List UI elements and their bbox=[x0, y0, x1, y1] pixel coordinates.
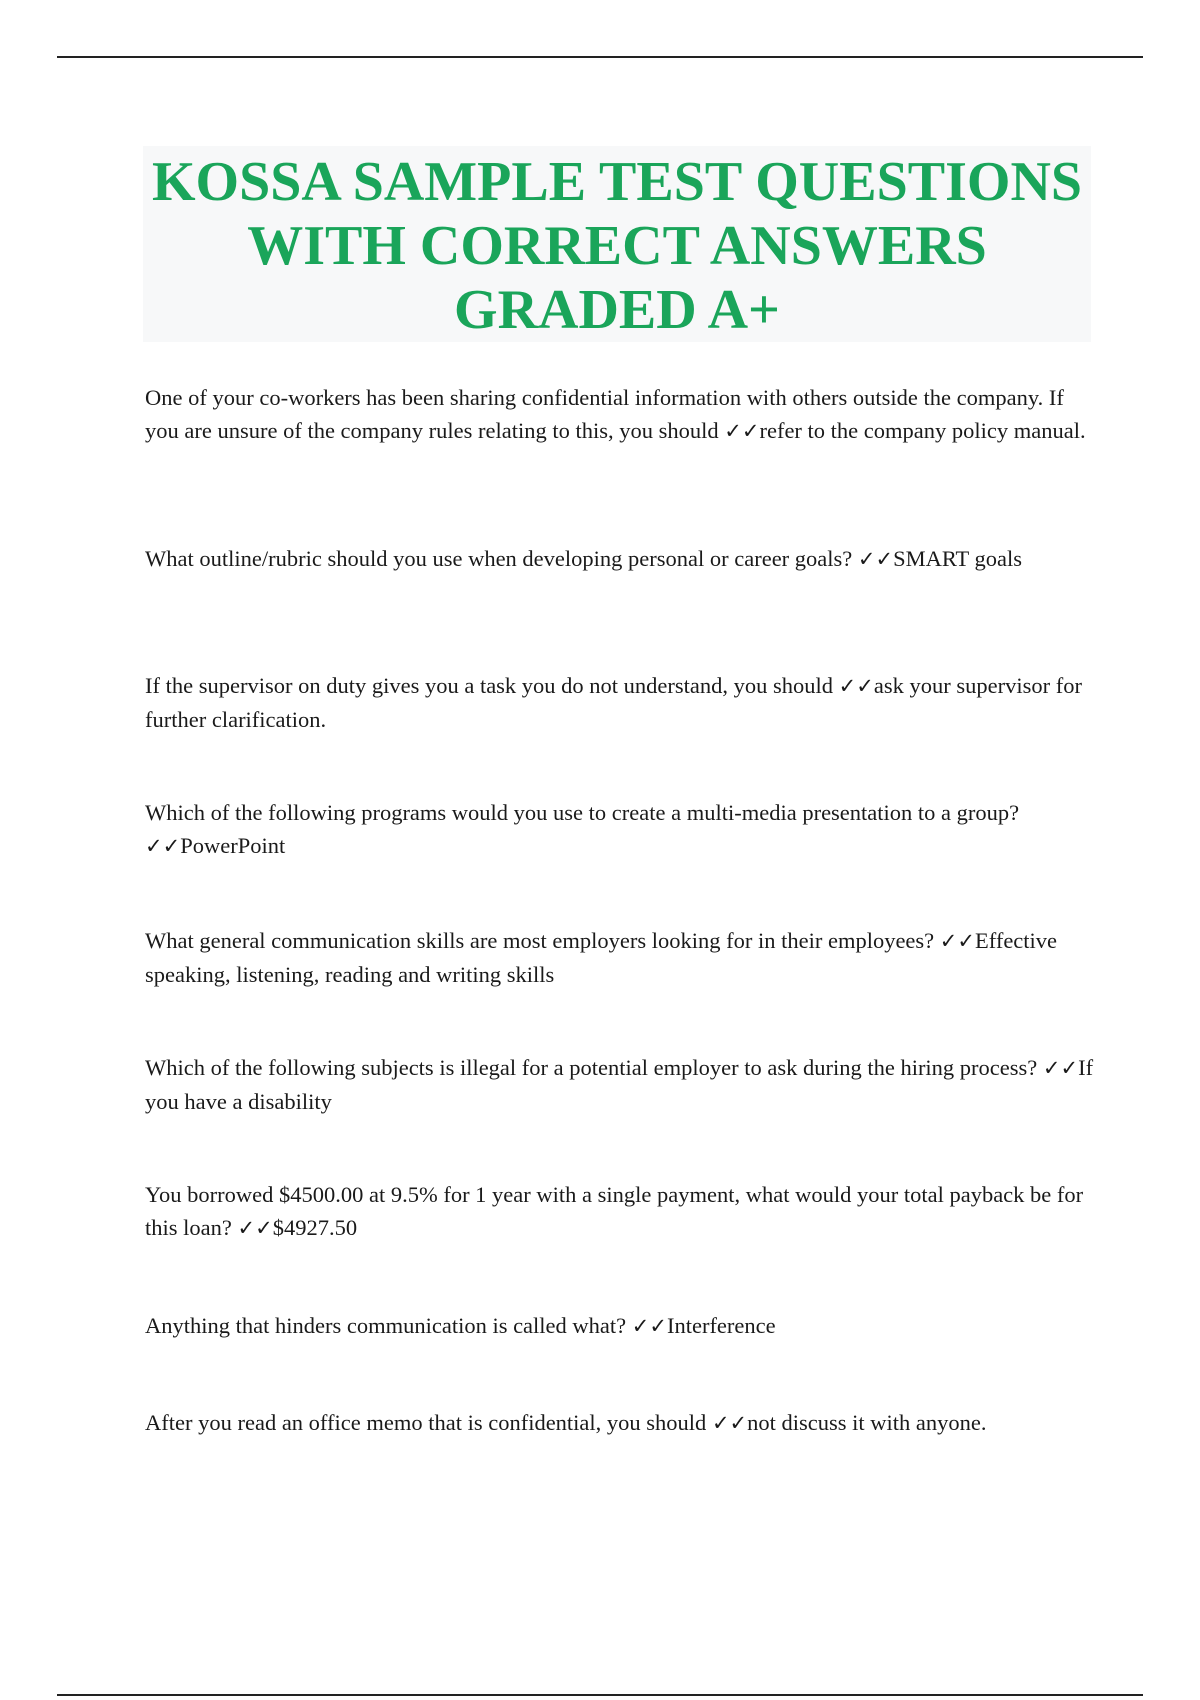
check-mark-icon: ✓✓ bbox=[631, 1314, 667, 1338]
qa-item bbox=[145, 542, 1095, 576]
question-text: Which of the following programs would you use to create a multi-media presentation to a group? bbox=[145, 800, 1020, 825]
qa-item bbox=[145, 924, 1095, 991]
qa-item bbox=[145, 669, 1095, 736]
answer-text: refer to the company policy manual. bbox=[759, 418, 1086, 443]
check-mark-icon: ✓✓ bbox=[145, 834, 181, 858]
answer-text: If you have a disability bbox=[145, 1055, 1094, 1114]
qa-item bbox=[145, 1051, 1095, 1118]
title-line-3: GRADED A+ bbox=[454, 279, 780, 341]
answer-text: PowerPoint bbox=[180, 833, 286, 858]
document-title bbox=[143, 146, 1091, 342]
title-line-1: KOSSA SAMPLE TEST QUESTIONS bbox=[151, 151, 1083, 213]
qa-item bbox=[145, 381, 1095, 448]
check-mark-icon: ✓✓ bbox=[939, 929, 975, 953]
question-text: If the supervisor on duty gives you a task you do not understand, you should bbox=[145, 673, 839, 698]
check-mark-icon: ✓✓ bbox=[838, 674, 874, 698]
qa-item bbox=[145, 1406, 1095, 1440]
answer-text: SMART goals bbox=[893, 546, 1022, 571]
question-text: One of your co-workers has been sharing confidential information with others outside the company. If you are unsure of the company rules relating to this, you should bbox=[145, 385, 1064, 443]
check-mark-icon: ✓✓ bbox=[857, 547, 894, 571]
answer-text: Interference bbox=[666, 1313, 776, 1338]
qa-item bbox=[145, 1178, 1095, 1245]
question-text: Anything that hinders communication is called what? bbox=[145, 1313, 632, 1338]
question-text: You borrowed $4500.00 at 9.5% for 1 year with a single payment, what would your total payback be for this loan? bbox=[145, 1182, 1084, 1240]
top-rule bbox=[57, 56, 1143, 58]
answer-text: $4927.50 bbox=[272, 1215, 358, 1240]
answer-text: ask your supervisor for further clarification. bbox=[145, 673, 1082, 732]
check-mark-icon: ✓✓ bbox=[237, 1216, 273, 1240]
question-text: What general communication skills are most employers looking for in their employees? bbox=[145, 928, 940, 953]
check-mark-icon: ✓✓ bbox=[711, 1411, 748, 1435]
answer-text: not discuss it with anyone. bbox=[747, 1410, 987, 1435]
title-line-2: WITH CORRECT ANSWERS bbox=[247, 215, 987, 277]
answer-text: Effective speaking, listening, reading and writing skills bbox=[145, 928, 1058, 987]
bottom-rule bbox=[57, 1694, 1143, 1696]
question-text: What outline/rubric should you use when developing personal or career goals? bbox=[145, 546, 858, 571]
qa-item bbox=[145, 796, 1095, 863]
question-text: Which of the following subjects is illegal for a potential employer to ask during the hiring process? bbox=[145, 1055, 1043, 1080]
question-text: After you read an office memo that is confidential, you should bbox=[145, 1410, 712, 1435]
check-mark-icon: ✓✓ bbox=[1042, 1056, 1079, 1080]
qa-item bbox=[145, 1309, 1095, 1343]
check-mark-icon: ✓✓ bbox=[724, 419, 760, 443]
